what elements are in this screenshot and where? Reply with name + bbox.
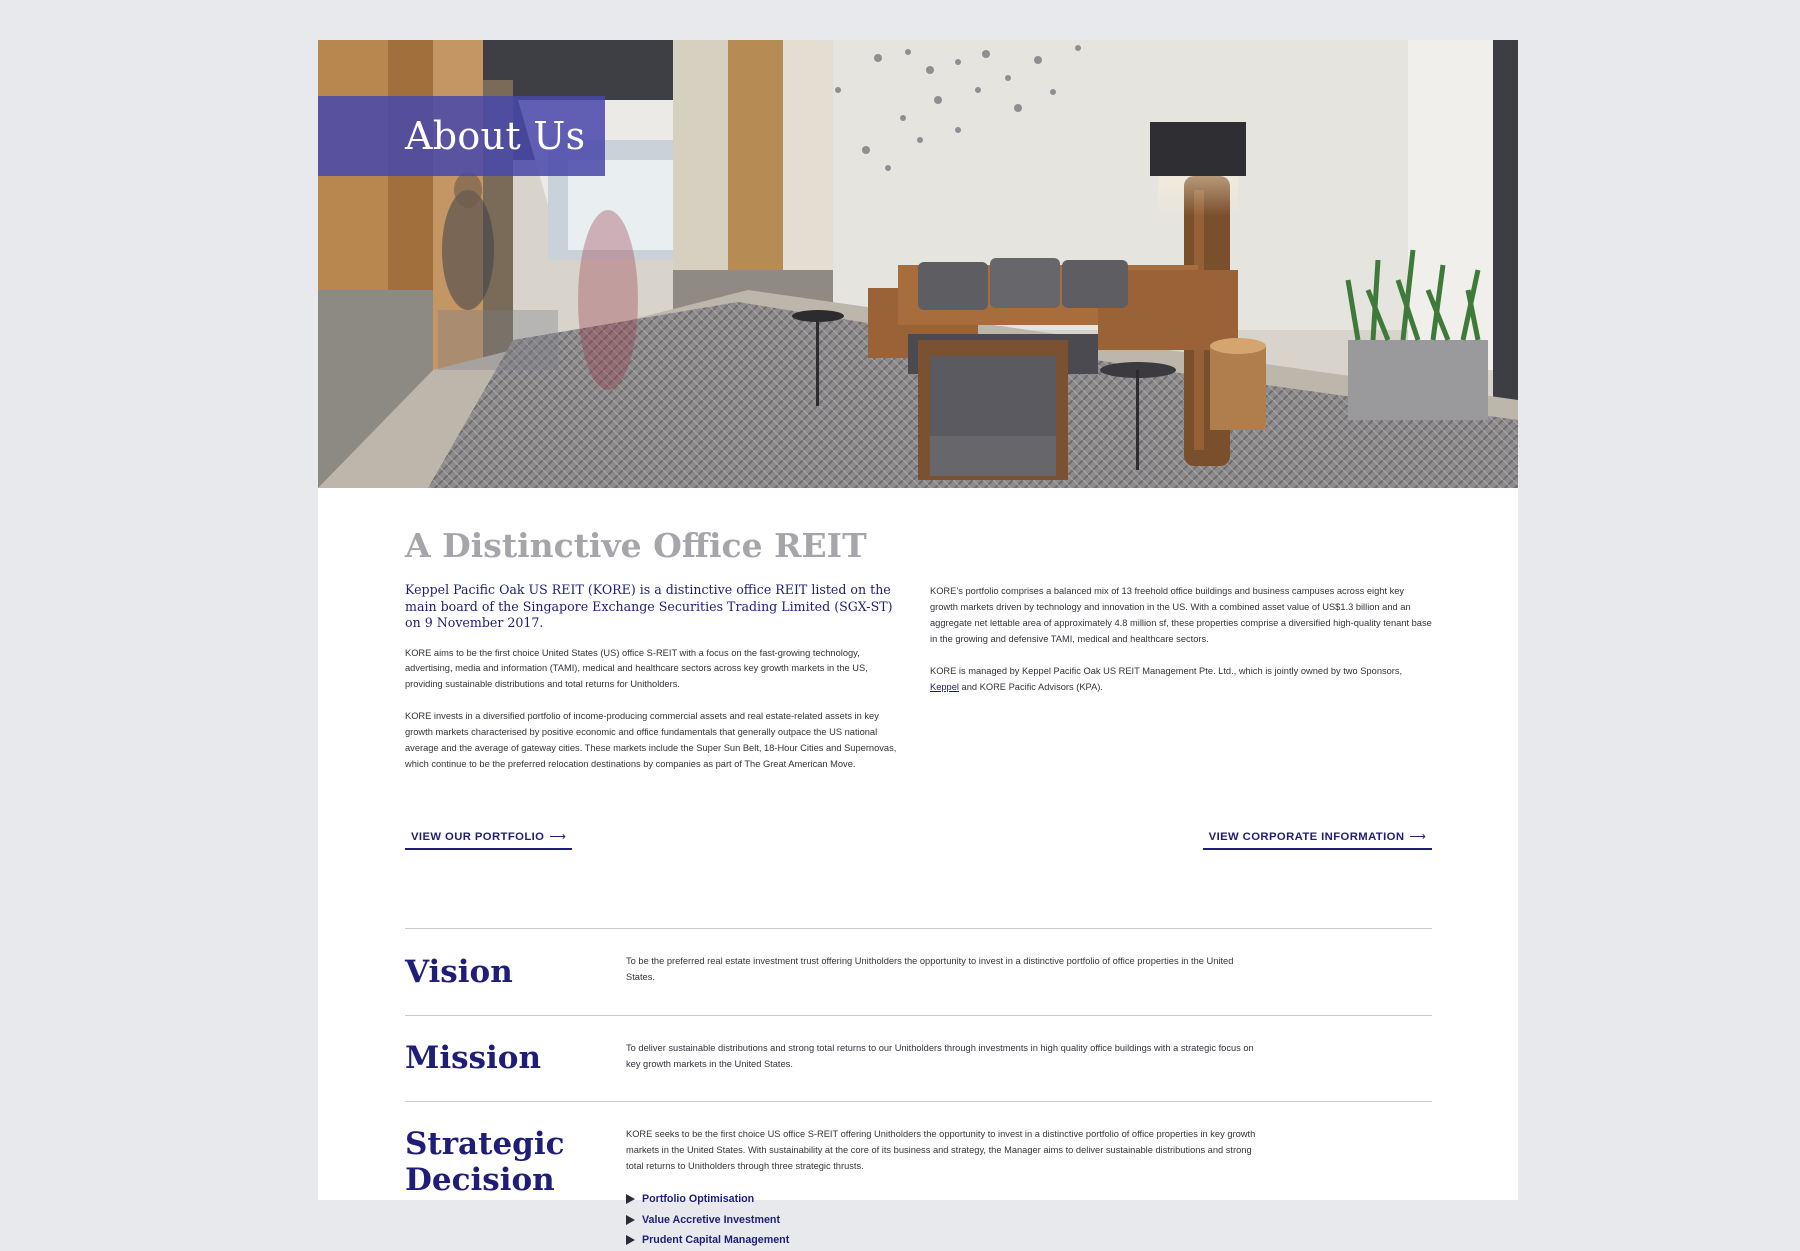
view-corporate-information-label: VIEW CORPORATE INFORMATION [1208,831,1405,843]
divider [405,928,1432,929]
hero-title-band [318,96,605,176]
vision-text: To be the preferred real estate investment trust offering Unitholders the opportunity to invest in a distinctive portfolio of office properties in the United States. [626,956,1234,982]
strategic-title-line-1: Strategic [405,1126,565,1162]
mission-text: To deliver sustainable distributions and strong total returns to our Unitholders through investments in high quality office buildings with a strategic focus on key growth markets in the United States. [626,1043,1254,1069]
mission-title: Mission [405,1040,541,1076]
view-corporate-information-link[interactable] [1203,830,1432,850]
view-portfolio-link[interactable] [405,830,572,850]
intro-lead: Keppel Pacific Oak US REIT (KORE) is a distinctive office REIT listed on the main board of the Singapore Exchange Securities Trading Limited (SGX-ST) on 9 November 2017. [405,582,893,630]
management-text-before: KORE is managed by Keppel Pacific Oak US REIT Management Pte. Ltd., which is jointly owned by two Sponsors, [930,665,1403,676]
strategy-text: KORE seeks to be the first choice US office S-REIT offering Unitholders the opportunity to invest in a distinctive portfolio of office properties in key growth markets in the United States. With sustainability at the core of its business and strategy, the Manager aims to deliver sustainable distributions and strong total returns to Unitholders through three strategic thrusts. [626,1129,1256,1171]
thrust-label: Prudent Capital Management [642,1234,790,1247]
thrust-label: Portfolio Optimisation [642,1193,755,1206]
vision-title: Vision [405,954,513,990]
thrust-portfolio-optimisation[interactable] [626,1189,789,1210]
divider [405,1101,1432,1102]
strategic-title-line-2: Decision [405,1162,555,1198]
management-paragraph [930,664,1432,696]
thrust-label: Value Accretive Investment [642,1213,781,1226]
intro-left-column [405,582,903,789]
triangle-right-icon [626,1194,635,1204]
thrust-value-accretive-investment[interactable] [626,1210,789,1231]
triangle-right-icon [626,1215,635,1225]
intro-paragraph-2: KORE invests in a diversified portfolio of income-producing commercial assets and real estate-related assets in key growth markets characterised by positive economic and office fundamentals that generally outpace the US national average and the average of gateway cities. These markets include the Super Sun Belt, 18-Hour Cities and Supernovas, which continue to be the preferred relocation destinations by companies as part of The Great American Move. [405,711,897,769]
divider [405,1015,1432,1016]
view-portfolio-label: VIEW OUR PORTFOLIO [411,831,545,843]
triangle-right-icon [626,1235,635,1245]
hero-banner [318,40,1518,488]
strategic-thrusts-list [626,1189,789,1251]
page-card [318,40,1518,1247]
intro-right-column [930,584,1432,711]
arrow-right-icon: ⟶ [549,831,566,843]
arrow-right-icon: ⟶ [1409,831,1426,843]
section-heading: A Distinctive Office REIT [405,526,867,565]
hero-title: About Us [405,114,586,158]
portfolio-paragraph: KORE’s portfolio comprises a balanced mix of 13 freehold office buildings and business campuses across eight key growth markets driven by technology and innovation in the US. With a combined asset value of US$1.3 billion and an aggregate net lettable area of approximately 4.8 million sf, these properties comprise a diversified high-quality tenant base in the growing and defensive TAMI, medical and healthcare sectors. [930,586,1432,644]
management-text-after: and KORE Pacific Advisors (KPA). [961,681,1103,692]
strategic-decision-title [405,1126,565,1198]
intro-paragraph-1: KORE aims to be the first choice United States (US) office S-REIT with a focus on the fast-growing technology, advertising, media and information (TAMI), medical and healthcare sectors across key growth markets in the US, providing sustainable distributions and total returns for Unitholders. [405,647,868,690]
keppel-link[interactable]: Keppel [930,681,959,692]
thrust-prudent-capital-management[interactable] [626,1230,789,1251]
